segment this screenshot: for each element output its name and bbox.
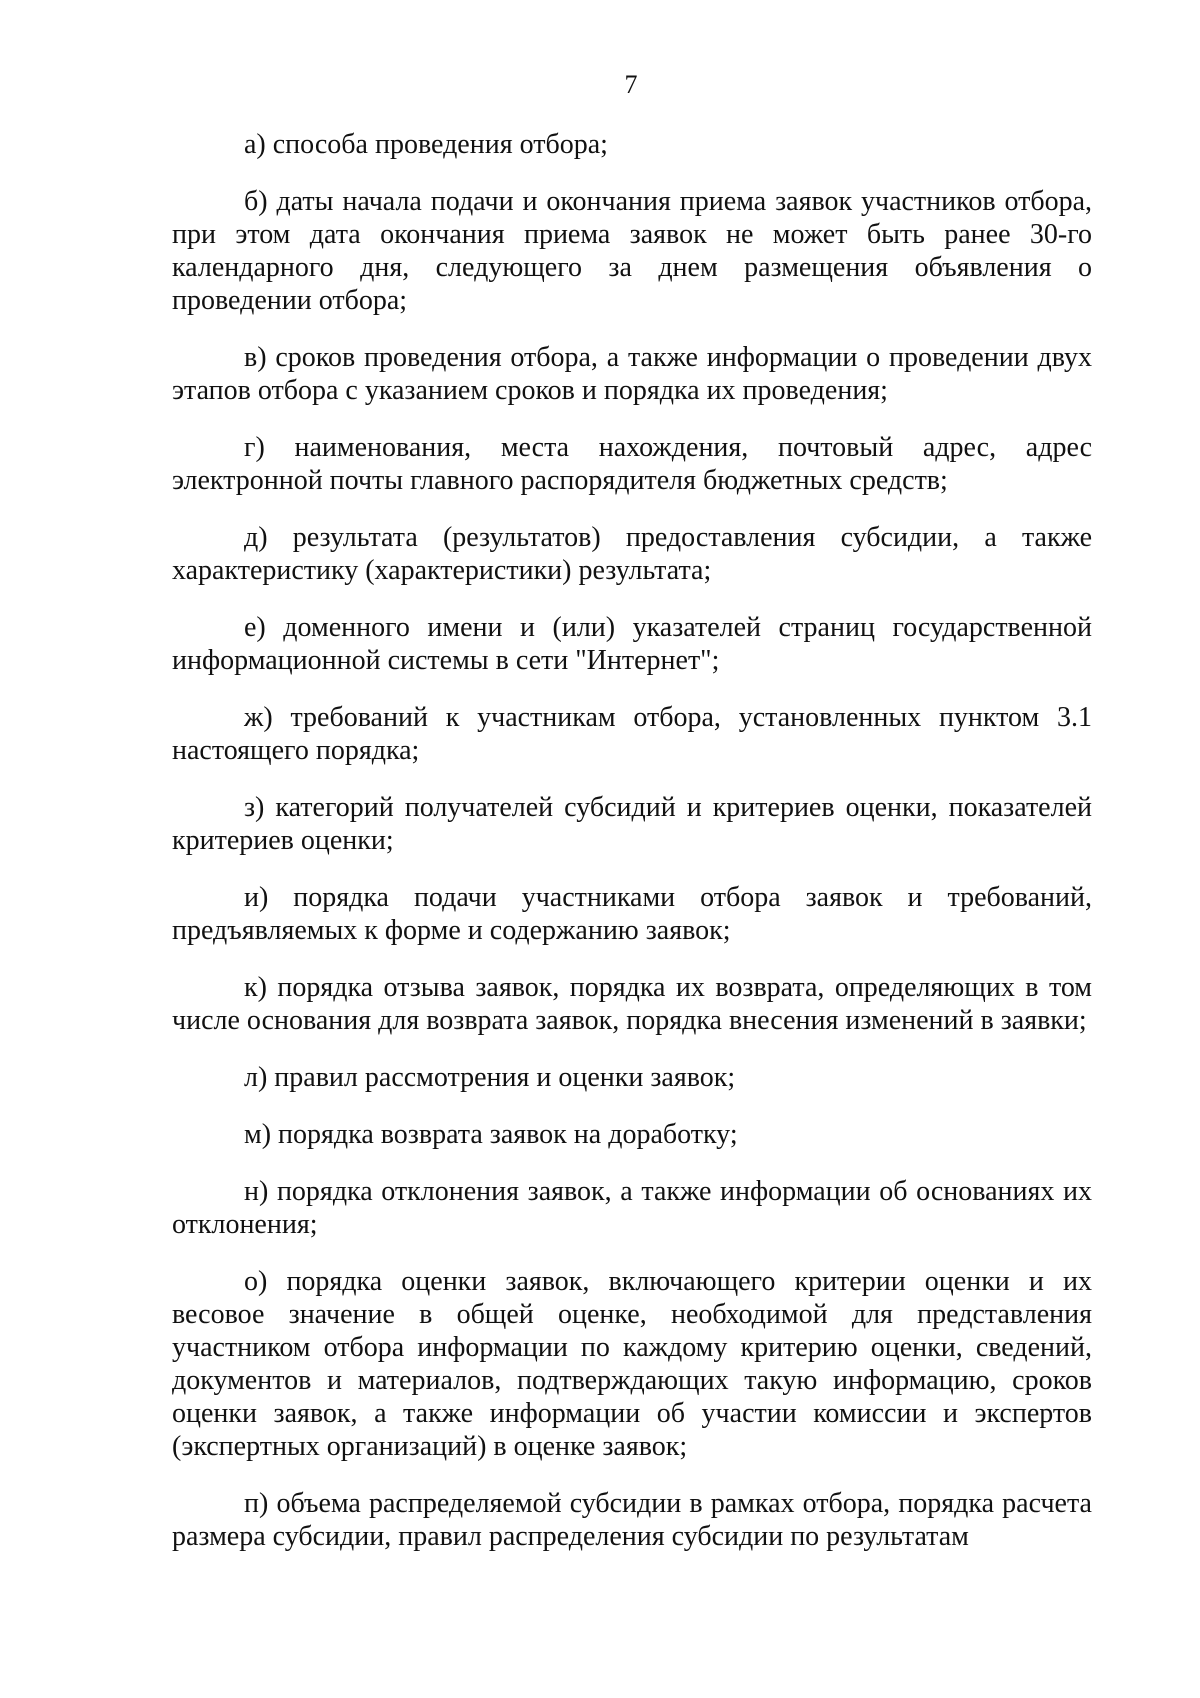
list-item-zh: ж) требований к участникам отбора, установленных пунктом 3.1 настоящего порядка; (172, 702, 1092, 766)
list-item-g: г) наименования, места нахождения, почтовый адрес, адрес электронной почты главного распорядителя бюджетных средств; (172, 432, 1092, 496)
list-item-z: з) категорий получателей субсидий и критериев оценки, показателей критериев оценки; (172, 792, 1092, 856)
list-item-o: о) порядка оценки заявок, включающего критерии оценки и их весовое значение в общей оценке, необходимой для представления участником отбора информации по каждому критерию оценки, сведений, документов и материалов, подтверждающих такую информацию, сроков оценки заявок, а также информации об участии комиссии и экспертов (экспертных организаций) в оценке заявок; (172, 1266, 1092, 1462)
list-item-b: б) даты начала подачи и окончания приема заявок участников отбора, при этом дата окончания приема заявок не может быть ранее 30-го календарного дня, следующего за днем размещения объявления о проведении отбора; (172, 186, 1092, 316)
page-number: 7 (624, 70, 638, 99)
list-item-v: в) сроков проведения отбора, а также информации о проведении двух этапов отбора с указанием сроков и порядка их проведения; (172, 342, 1092, 406)
list-item-d: д) результата (результатов) предоставления субсидии, а также характеристику (характеристики) результата; (172, 522, 1092, 586)
list-item-l: л) правил рассмотрения и оценки заявок; (244, 1062, 736, 1093)
list-item-i: и) порядка подачи участниками отбора заявок и требований, предъявляемых к форме и содержанию заявок; (172, 882, 1092, 946)
list-item-a: а) способа проведения отбора; (244, 129, 608, 160)
document-body (172, 128, 1092, 1577)
list-item-e: е) доменного имени и (или) указателей страниц государственной информационной системы в сети "Интернет"; (172, 612, 1092, 676)
list-item-k: к) порядка отзыва заявок, порядка их возврата, определяющих в том числе основания для возврата заявок, порядка внесения изменений в заявки; (172, 972, 1092, 1036)
list-item-p: п) объема распределяемой субсидии в рамках отбора, порядка расчета размера субсидии, правил распределения субсидии по результатам (172, 1488, 1092, 1552)
list-item-n: н) порядка отклонения заявок, а также информации об основаниях их отклонения; (172, 1176, 1092, 1240)
list-item-m: м) порядка возврата заявок на доработку; (244, 1119, 738, 1150)
